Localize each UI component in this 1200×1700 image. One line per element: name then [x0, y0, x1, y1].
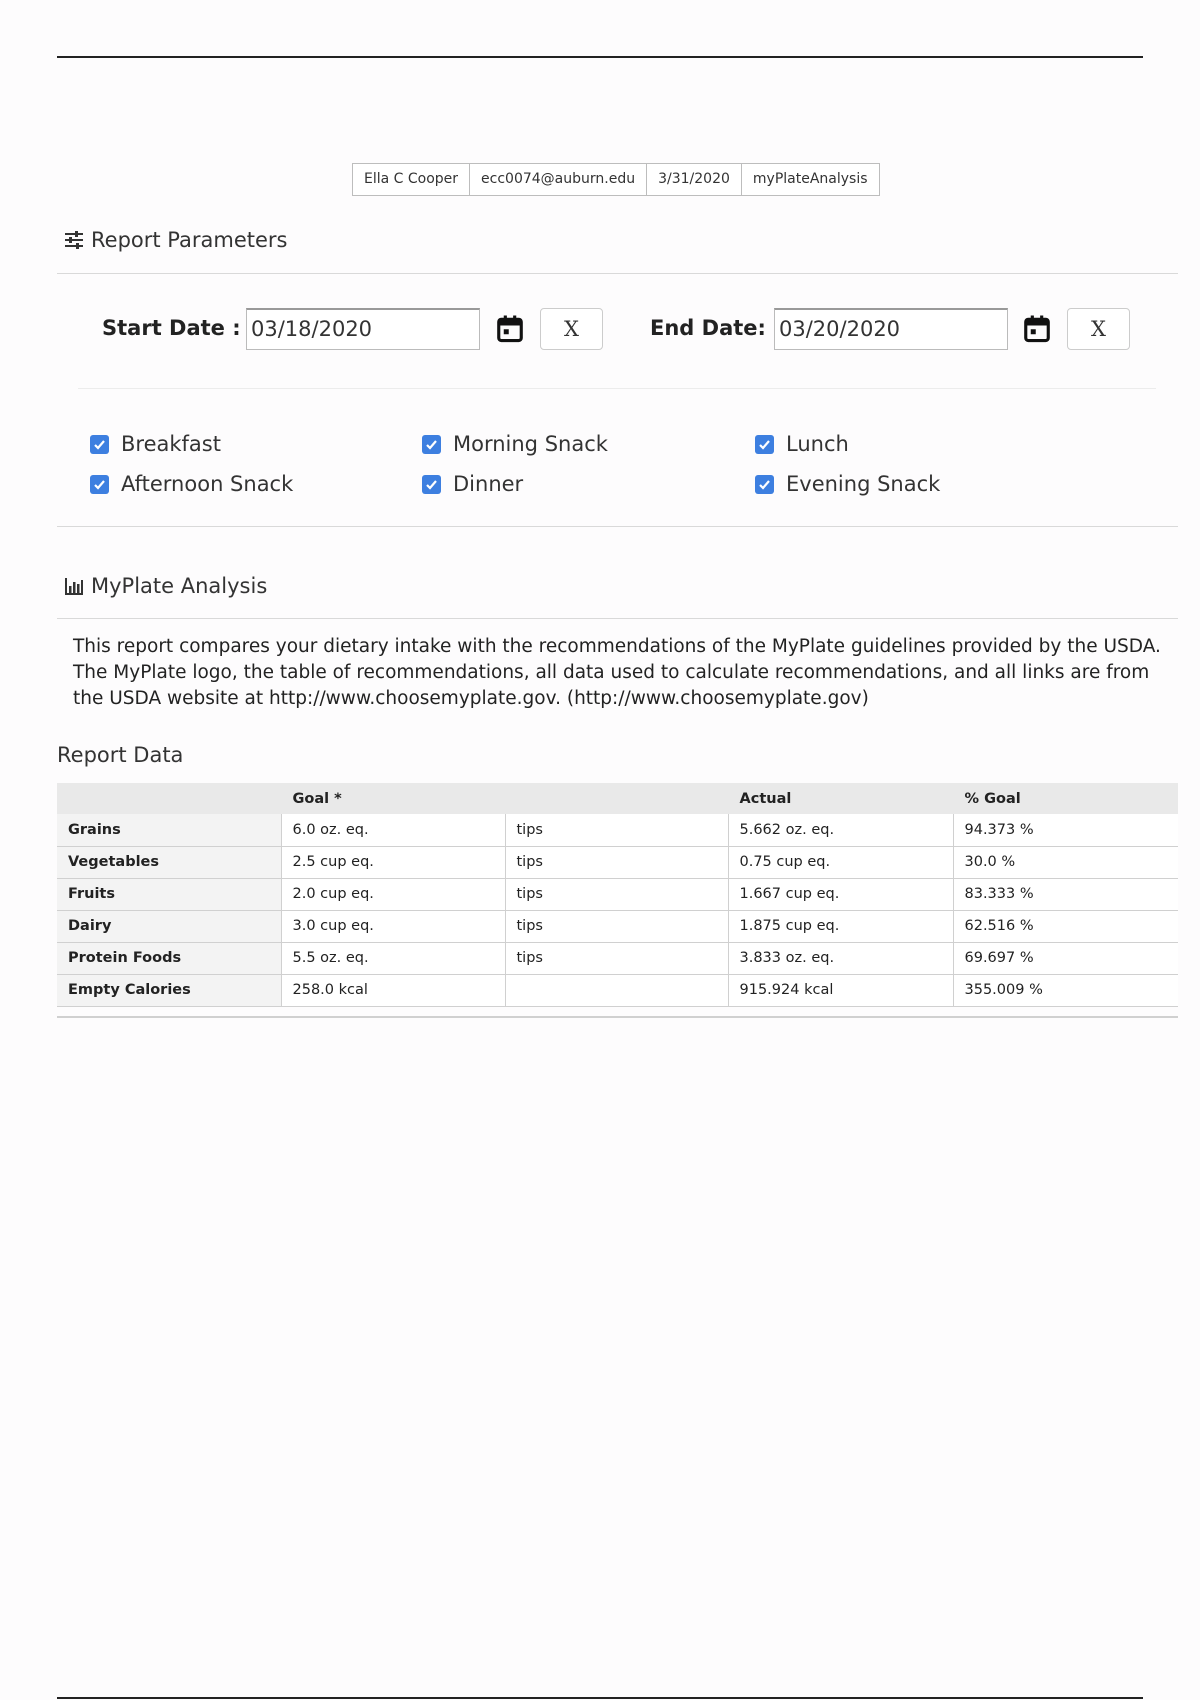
percent-goal-cell: 94.373 %: [953, 814, 1178, 846]
dinner-checkbox[interactable]: [422, 472, 523, 496]
analysis-description: This report compares your dietary intake with the recommendations of the MyPlate guidelines provided by the USDA. The MyPlate logo, the table of recommendations, all data used to calculate recommendations, and all links are from the USDA website at http://www.choosemyplate.gov. (http://www.choosemyplate.gov): [73, 636, 1161, 709]
checkbox-label: Breakfast: [121, 432, 221, 456]
food-group: Protein Foods: [57, 942, 281, 974]
clear-start-date-button[interactable]: X: [540, 308, 603, 350]
table-row: [57, 942, 1178, 974]
checkbox-checked-icon[interactable]: [422, 475, 441, 494]
tips-link[interactable]: tips: [505, 846, 728, 878]
tips-cell: [505, 974, 728, 1006]
actual-cell: 915.924 kcal: [728, 974, 953, 1006]
checkbox-label: Dinner: [453, 472, 524, 496]
table-row: [57, 878, 1178, 910]
tips-link[interactable]: tips: [505, 878, 728, 910]
table-row: [57, 846, 1178, 878]
end-date-input[interactable]: 03/20/2020: [774, 308, 1008, 350]
report-parameters-title: Report Parameters: [91, 228, 288, 252]
tips-link[interactable]: tips: [505, 814, 728, 846]
user-info-bar: [352, 163, 879, 196]
goal-cell: 3.0 cup eq.: [281, 910, 505, 942]
lunch-checkbox[interactable]: [755, 432, 849, 456]
food-group: Empty Calories: [57, 974, 281, 1006]
report-parameters-heading: [63, 228, 288, 252]
percent-goal-cell: 62.516 %: [953, 910, 1178, 942]
table-row: [57, 910, 1178, 942]
checkbox-label: Lunch: [786, 432, 849, 456]
calendar-icon[interactable]: [1022, 313, 1052, 343]
column-header: [57, 783, 281, 814]
evening-snack-checkbox[interactable]: [755, 472, 940, 496]
checkbox-checked-icon[interactable]: [90, 435, 109, 454]
checkbox-label: Evening Snack: [786, 472, 941, 496]
actual-cell: 1.875 cup eq.: [728, 910, 953, 942]
percent-goal-cell: 30.0 %: [953, 846, 1178, 878]
bar-chart-icon: [63, 575, 85, 597]
divider: [78, 388, 1156, 389]
checkbox-label: Afternoon Snack: [121, 472, 294, 496]
report-name: myPlateAnalysis: [741, 163, 880, 196]
report-data-table: [57, 783, 1178, 1007]
checkbox-checked-icon[interactable]: [422, 435, 441, 454]
checkbox-label: Morning Snack: [453, 432, 608, 456]
actual-cell: 1.667 cup eq.: [728, 878, 953, 910]
food-group: Vegetables: [57, 846, 281, 878]
breakfast-checkbox[interactable]: [90, 432, 221, 456]
column-header: [505, 783, 728, 814]
table-row: [57, 814, 1178, 846]
food-group: Fruits: [57, 878, 281, 910]
divider: [57, 526, 1178, 527]
user-name: Ella C Cooper: [352, 163, 470, 196]
divider: [57, 273, 1178, 274]
myplate-analysis-heading: [63, 574, 267, 598]
column-header: % Goal: [953, 783, 1178, 814]
afternoon-snack-checkbox[interactable]: [90, 472, 293, 496]
table-header-row: [57, 783, 1178, 814]
calendar-icon[interactable]: [495, 313, 525, 343]
percent-goal-cell: 83.333 %: [953, 878, 1178, 910]
user-email: ecc0074@auburn.edu: [469, 163, 647, 196]
goal-cell: 2.5 cup eq.: [281, 846, 505, 878]
actual-cell: 3.833 oz. eq.: [728, 942, 953, 974]
clear-end-date-button[interactable]: X: [1067, 308, 1130, 350]
table-row: [57, 974, 1178, 1006]
tips-link[interactable]: tips: [505, 942, 728, 974]
actual-cell: 5.662 oz. eq.: [728, 814, 953, 846]
report-data-title: Report Data: [57, 743, 184, 767]
goal-cell: 5.5 oz. eq.: [281, 942, 505, 974]
start-date-input[interactable]: 03/18/2020: [246, 308, 480, 350]
tips-link[interactable]: tips: [505, 910, 728, 942]
checkbox-checked-icon[interactable]: [755, 435, 774, 454]
top-divider: [57, 56, 1143, 58]
goal-cell: 6.0 oz. eq.: [281, 814, 505, 846]
end-date-label: End Date:: [650, 316, 766, 340]
food-group: Dairy: [57, 910, 281, 942]
checkbox-checked-icon[interactable]: [755, 475, 774, 494]
report-date: 3/31/2020: [646, 163, 742, 196]
column-header: Goal *: [281, 783, 505, 814]
food-group: Grains: [57, 814, 281, 846]
percent-goal-cell: 355.009 %: [953, 974, 1178, 1006]
sliders-icon: [63, 229, 85, 251]
goal-cell: 2.0 cup eq.: [281, 878, 505, 910]
goal-cell: 258.0 kcal: [281, 974, 505, 1006]
percent-goal-cell: 69.697 %: [953, 942, 1178, 974]
divider: [57, 1016, 1178, 1018]
actual-cell: 0.75 cup eq.: [728, 846, 953, 878]
start-date-label: Start Date :: [102, 316, 241, 340]
morning-snack-checkbox[interactable]: [422, 432, 608, 456]
myplate-analysis-title: MyPlate Analysis: [91, 574, 268, 598]
checkbox-checked-icon[interactable]: [90, 475, 109, 494]
column-header: Actual: [728, 783, 953, 814]
bottom-divider: [57, 1697, 1143, 1699]
divider: [57, 618, 1178, 619]
